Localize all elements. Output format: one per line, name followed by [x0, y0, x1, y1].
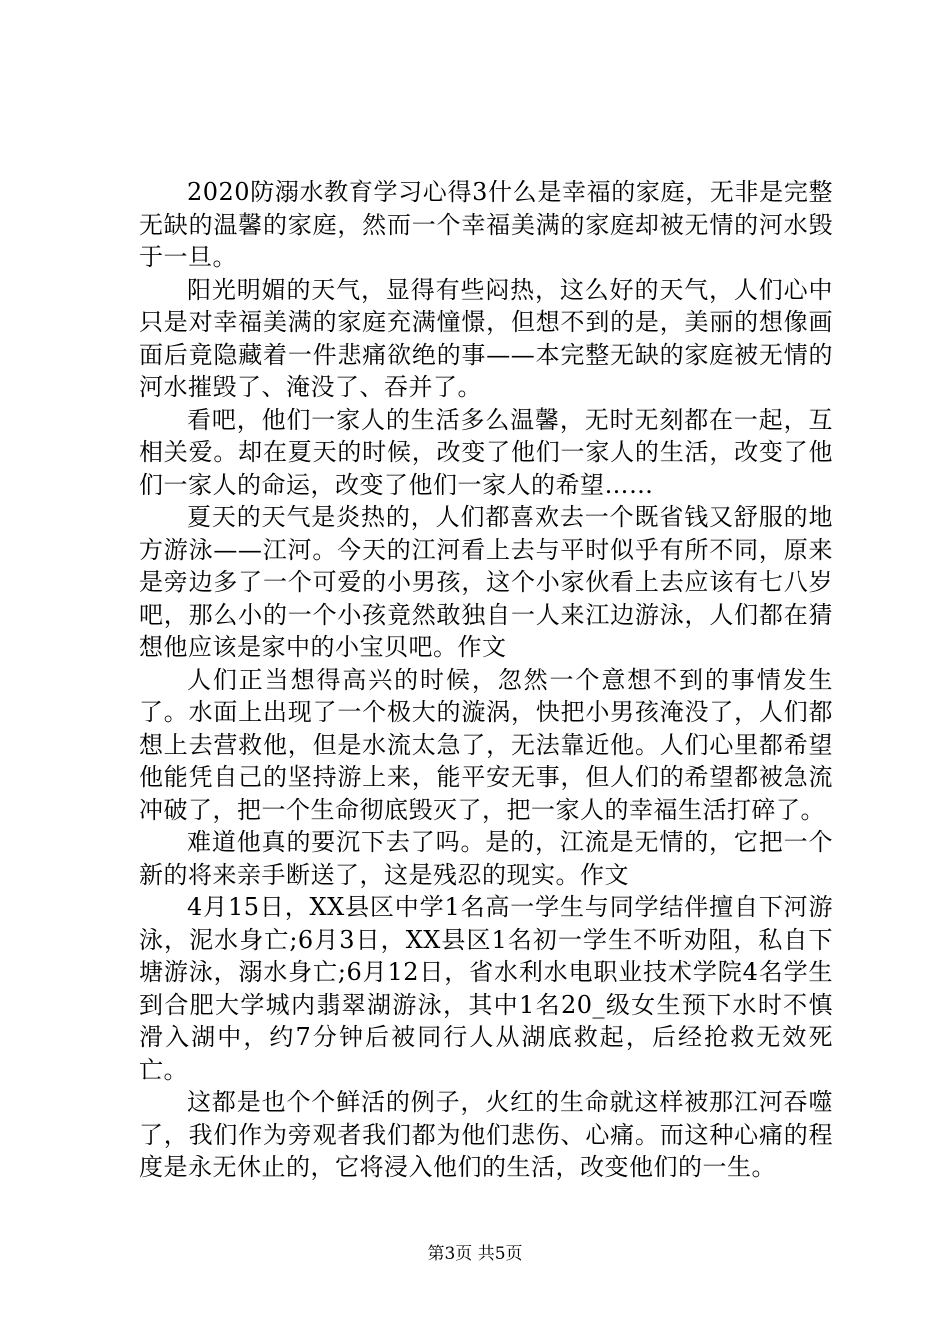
paragraph-3: 看吧，他们一家人的生活多么温馨，无时无刻都在一起，互相关爱。却在夏天的时候，改变了他们一家人的生活，改变了他们一家人的命运，改变了他们一家人的希望……: [139, 405, 833, 499]
paragraph-1: 2020防溺水教育学习心得3什么是幸福的家庭，无非是完整无缺的温馨的家庭，然而一个幸福美满的家庭却被无情的河水毁于一旦。: [139, 178, 833, 271]
page-number-footer: 第3页 共5页: [427, 1244, 523, 1264]
paragraph-5: 人们正当想得高兴的时候，忽然一个意想不到的事情发生了。水面上出现了一个极大的漩涡，快把小男孩淹没了，人们都想上去营救他，但是水流太急了，无法靠近他。人们心里都希望他能凭自己的坚持游上来，能平安无事，但人们的希望都被急流冲破了，把一个生命彻底毁灭了，把一家人的幸福生活打碎了。: [139, 665, 833, 824]
paragraph-8: 这都是也个个鲜活的例子，火红的生命就这样被那江河吞噬了，我们作为旁观者我们都为他们悲伤、心痛。而这种心痛的程度是永无休止的，它将浸入他们的生活，改变他们的一生。: [139, 1088, 833, 1181]
paragraph-2: 阳光明媚的天气，显得有些闷热，这么好的天气，人们心中只是对幸福美满的家庭充满憧憬，但想不到的是，美丽的想像画面后竟隐藏着一件悲痛欲绝的事——本完整无缺的家庭被无情的河水摧毁了、淹没了、吞并了。: [139, 275, 833, 401]
paragraph-4: 夏天的天气是炎热的，人们都喜欢去一个既省钱又舒服的地方游泳——江河。今天的江河看上去与平时似乎有所不同，原来是旁边多了一个可爱的小男孩，这个小家伙看上去应该有七八岁吧，那么小的一个小孩竟然敢独自一人来江边游泳，人们都在猜想他应该是家中的小宝贝吧。作文: [139, 503, 833, 661]
paragraph-7: 4月15日，XX县区中学1名高一学生与同学结伴擅自下河游泳，泥水身亡;6月3日，XX县区1名初一学生不听劝阻，私自下塘游泳，溺水身亡;6月12日，省水利水电职业技术学院4名学生到合肥大学城内翡翠湖游泳，其中1名20_级女生预下水时不慎滑入湖中，约7分钟后被同行人从湖底救起，后经抢救无效死亡。: [139, 893, 833, 1084]
paragraph-6: 难道他真的要沉下去了吗。是的，江流是无情的，它把一个新的将来亲手断送了，这是残忍的现实。作文: [139, 828, 833, 889]
document-body: [139, 176, 833, 1184]
